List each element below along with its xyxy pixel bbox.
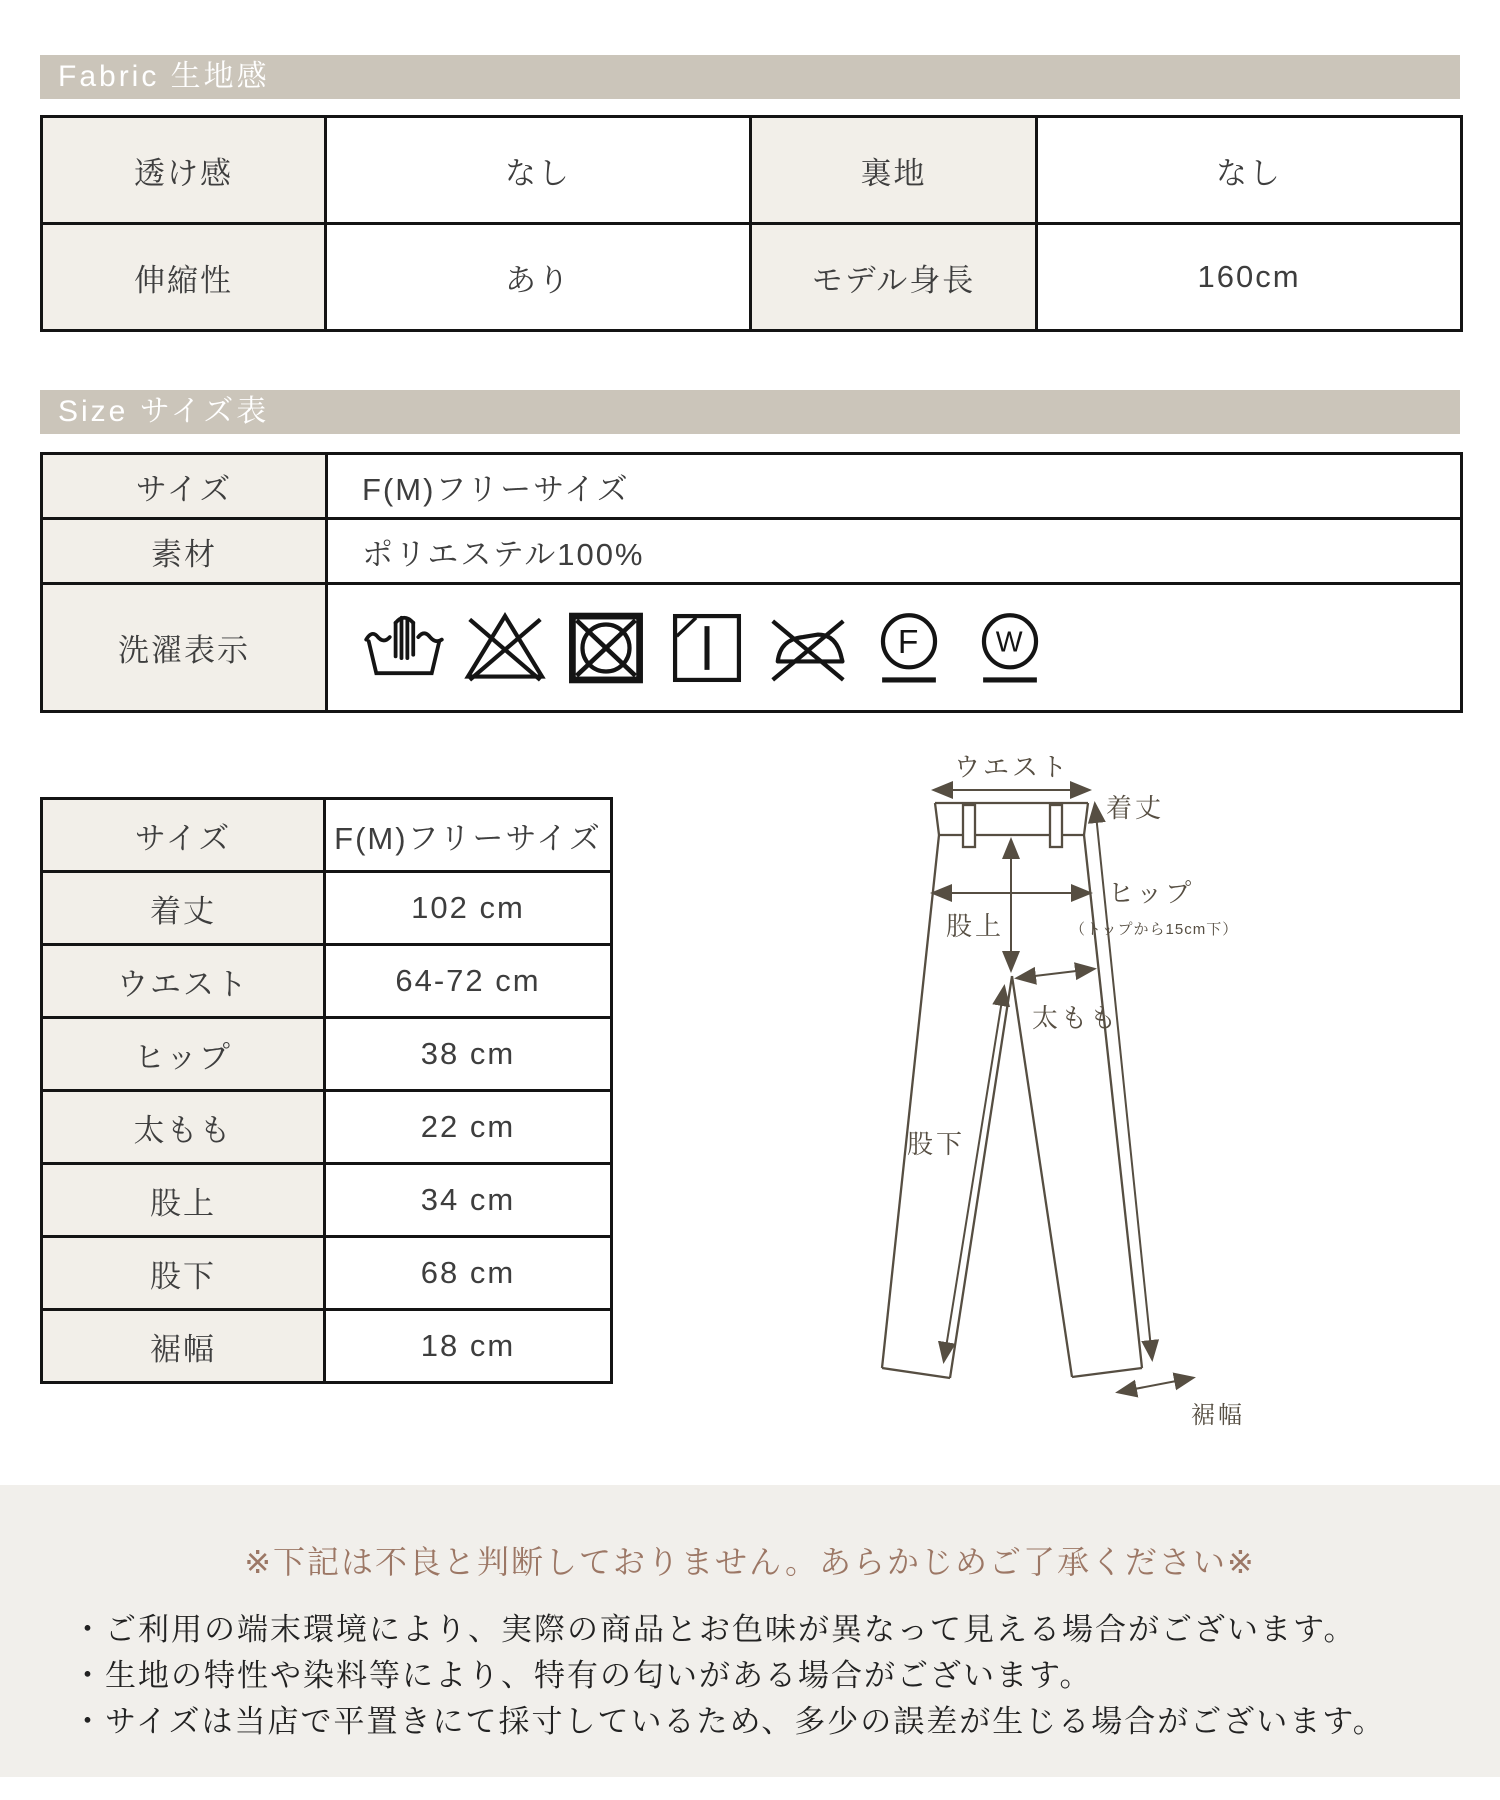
- measure-label-inseam: 股下: [42, 1237, 325, 1310]
- hem-width-arrow: [1119, 1378, 1192, 1392]
- length-label: 着丈: [1106, 793, 1165, 823]
- measure-label-waist: ウエスト: [42, 945, 325, 1018]
- measure-label-rise: 股上: [42, 1164, 325, 1237]
- fabric-value-lining: なし: [1037, 117, 1462, 224]
- fabric-section-header: Fabric 生地感: [40, 55, 1460, 99]
- measure-value-length: 102 cm: [325, 872, 612, 945]
- disclaimer-heading: ※下記は不良と判断しておりません。あらかじめご了承ください※: [244, 1544, 1256, 1580]
- size-label: サイズ: [42, 454, 327, 519]
- rise-label: 股上: [945, 911, 1004, 941]
- material-value: ポリエステル100%: [327, 519, 1462, 584]
- hip-label: ヒップ: [1108, 878, 1195, 908]
- measure-value-hem: 18 cm: [325, 1310, 612, 1383]
- size-section-header: Size サイズ表: [40, 390, 1460, 434]
- fabric-table: [40, 115, 1463, 332]
- table-row: [42, 224, 1462, 331]
- measure-value-waist: 64-72 cm: [325, 945, 612, 1018]
- measure-label-thigh: 太もも: [42, 1091, 325, 1164]
- measure-label-hem: 裾幅: [42, 1310, 325, 1383]
- waist-label: ウエスト: [953, 752, 1071, 782]
- table-row: [42, 454, 1462, 519]
- table-row: [42, 519, 1462, 584]
- belt-loop: [1050, 805, 1062, 847]
- fabric-label-model-height: モデル身長: [751, 224, 1037, 331]
- table-row: [42, 872, 612, 945]
- thigh-label: 太もも: [1032, 1003, 1120, 1033]
- measure-value-size: F(M)フリーサイズ: [325, 799, 612, 872]
- table-row: [42, 1237, 612, 1310]
- fabric-label-stretch: 伸縮性: [42, 224, 326, 331]
- measure-value-thigh: 22 cm: [325, 1091, 612, 1164]
- measure-value-hip: 38 cm: [325, 1018, 612, 1091]
- hip-note-label: （トップから15cm下）: [1070, 921, 1239, 938]
- inseam-label: 股下: [906, 1129, 965, 1159]
- table-row: [42, 1164, 612, 1237]
- table-row: [42, 117, 1462, 224]
- measure-label-hip: ヒップ: [42, 1018, 325, 1091]
- list-item: ・ご利用の端末環境により、実際の商品とお色味が異なって見える場合がございます。: [72, 1612, 1357, 1647]
- care-label: 洗濯表示: [42, 584, 327, 712]
- measure-label-size: サイズ: [42, 799, 325, 872]
- svg-text:F: F: [897, 623, 921, 661]
- list-item: ・サイズは当店で平置きにて採寸しているため、多少の誤差が生じる場合がございます。: [72, 1704, 1386, 1739]
- thigh-arrow: [1018, 969, 1093, 978]
- table-row: [42, 1310, 612, 1383]
- fabric-value-model-height: 160cm: [1037, 224, 1462, 331]
- fabric-label-lining: 裏地: [751, 117, 1037, 224]
- svg-text:W: W: [995, 625, 1025, 658]
- do-not-bleach-icon: [463, 602, 547, 694]
- belt-loop: [963, 805, 975, 847]
- size-value: F(M)フリーサイズ: [327, 454, 1462, 519]
- pants-measurement-diagram: [770, 640, 1310, 1440]
- table-row: [42, 1018, 612, 1091]
- disclaimer-section: [0, 1485, 1500, 1777]
- do-not-tumble-dry-icon: [564, 602, 648, 694]
- line-dry-in-shade-icon: [665, 602, 749, 694]
- hem-width-label: 裾幅: [1191, 1402, 1245, 1429]
- measure-value-rise: 34 cm: [325, 1164, 612, 1237]
- measure-label-length: 着丈: [42, 872, 325, 945]
- list-item: ・生地の特性や染料等により、特有の匂いがある場合がございます。: [72, 1658, 1093, 1693]
- fabric-label-sheerness: 透け感: [42, 117, 326, 224]
- table-row: [42, 945, 612, 1018]
- measurement-table: [40, 797, 613, 1384]
- fabric-value-stretch: あり: [326, 224, 751, 331]
- material-label: 素材: [42, 519, 327, 584]
- measure-value-inseam: 68 cm: [325, 1237, 612, 1310]
- table-row: [42, 799, 612, 872]
- table-row: [42, 1091, 612, 1164]
- disclaimer-list: [72, 1607, 1480, 1745]
- fabric-value-sheerness: なし: [326, 117, 751, 224]
- inseam-arrow: [944, 988, 1004, 1360]
- hand-wash-icon: [362, 602, 446, 694]
